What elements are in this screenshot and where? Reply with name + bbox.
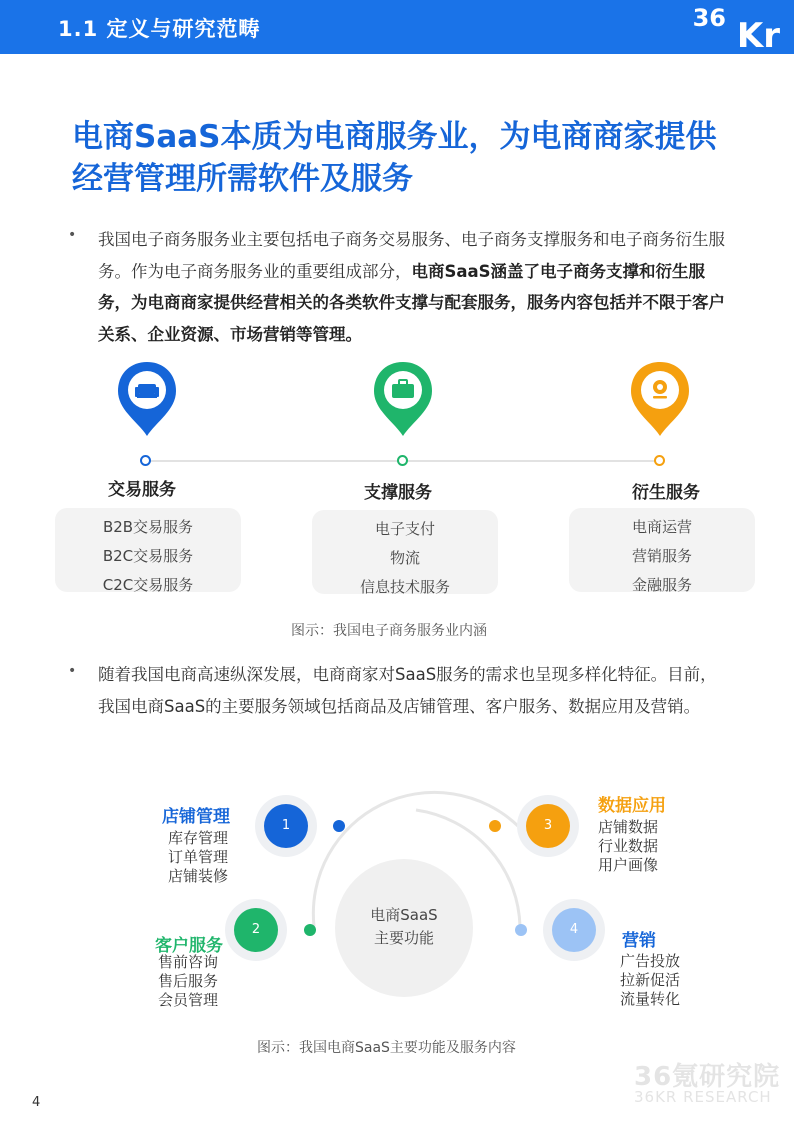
connector-dot-trade (140, 455, 151, 466)
section-title: 1.1 定义与研究范畴 (58, 17, 261, 41)
category-label-support: 支撑服务 (364, 483, 432, 503)
area-item: 订单管理 (168, 848, 229, 866)
service-list-trade (55, 508, 241, 592)
area-item: 广告投放 (620, 952, 681, 970)
connector-dot-support (397, 455, 408, 466)
service-item: 金融服务 (631, 576, 692, 594)
arc-dot-4 (515, 924, 527, 936)
pin-icon-support (372, 360, 434, 438)
number-circle-4: 4 (552, 908, 596, 952)
bullet-1: • (68, 227, 77, 243)
service-item: C2C交易服务 (102, 576, 194, 594)
service-item: 电商运营 (631, 518, 692, 536)
watermark-en: 36KR RESEARCH (634, 1088, 772, 1106)
arc-dot-3 (489, 820, 501, 832)
number-circle-1: 1 (264, 804, 308, 848)
header-bar (0, 0, 794, 54)
page-title-line2: 经营管理所需软件及服务 (72, 161, 413, 197)
service-item: 营销服务 (631, 547, 692, 565)
center-label-line2: 主要功能 (373, 929, 434, 947)
sofa-icon (135, 384, 159, 398)
bullet-2: • (68, 663, 77, 679)
logo-text-kr: Kr (736, 16, 780, 56)
service-list-support (312, 510, 498, 594)
number-circle-2: 2 (234, 908, 278, 952)
service-item: 电子支付 (374, 520, 435, 538)
center-label (335, 904, 473, 950)
service-list-derived (569, 508, 755, 592)
service-item: B2C交易服务 (102, 547, 194, 565)
area-item: 会员管理 (158, 991, 219, 1009)
arc-dot-2 (304, 924, 316, 936)
page-title (72, 116, 752, 200)
number-circle-3: 3 (526, 804, 570, 848)
area-item: 售后服务 (158, 972, 219, 990)
logo-text-36: 36 (692, 4, 726, 32)
area-item: 店铺装修 (168, 867, 229, 885)
pin-icon-derived (629, 360, 691, 438)
page-title-line1: 电商SaaS本质为电商服务业，为电商商家提供 (72, 119, 717, 155)
area-title-data: 数据应用 (598, 796, 666, 816)
area-item: 售前咨询 (158, 953, 219, 971)
category-label-trade: 交易服务 (108, 480, 176, 500)
figure-2-caption: 图示：我国电商SaaS主要功能及服务内容 (257, 1040, 516, 1056)
service-item: 信息技术服务 (359, 578, 450, 596)
area-item: 流量转化 (620, 990, 681, 1008)
paragraph-2: 随着我国电商高速纵深发展，电商商家对SaaS服务的需求也呈现多样化特征。目前，我国电商SaaS的主要服务领域包括商品及店铺管理、客户服务、数据应用及营销。 (98, 665, 717, 716)
center-label-line1: 电商SaaS (370, 906, 438, 924)
figure-1-caption: 图示：我国电子商务服务业内涵 (291, 623, 487, 639)
area-item: 用户画像 (598, 856, 659, 874)
category-label-derived: 衍生服务 (632, 483, 700, 503)
area-title-store: 店铺管理 (162, 807, 230, 827)
area-title-customer: 客户服务 (155, 936, 223, 956)
connector-dot-derived (654, 455, 665, 466)
area-item: 行业数据 (598, 837, 659, 855)
paragraph-1-text: 我国电子商务服务业主要包括电子商务交易服务、电子商务支撑服务和电子商务衍生服务。作为电子商务服务业的重要组成部分， (98, 230, 725, 281)
area-item: 库存管理 (168, 829, 229, 847)
service-item: 物流 (389, 549, 420, 567)
paragraph-1 (98, 224, 738, 350)
pin-icon-trade (116, 360, 178, 438)
service-item: B2B交易服务 (102, 518, 194, 536)
area-item: 店铺数据 (598, 818, 659, 836)
watermark-cn: 36氪研究院 (634, 1062, 781, 1092)
paragraph-1-bold: 电商SaaS涵盖了电子商务支撑和衍生服务，为电商商家提供经营相关的各类软件支撑与配套服务，服务内容包括并不限于客户关系、企业资源、市场营销等管理。 (98, 261, 725, 344)
page-number: 4 (32, 1095, 41, 1110)
arc-dot-1 (333, 820, 345, 832)
area-item: 拉新促活 (620, 971, 681, 989)
area-title-marketing: 营销 (622, 931, 656, 951)
